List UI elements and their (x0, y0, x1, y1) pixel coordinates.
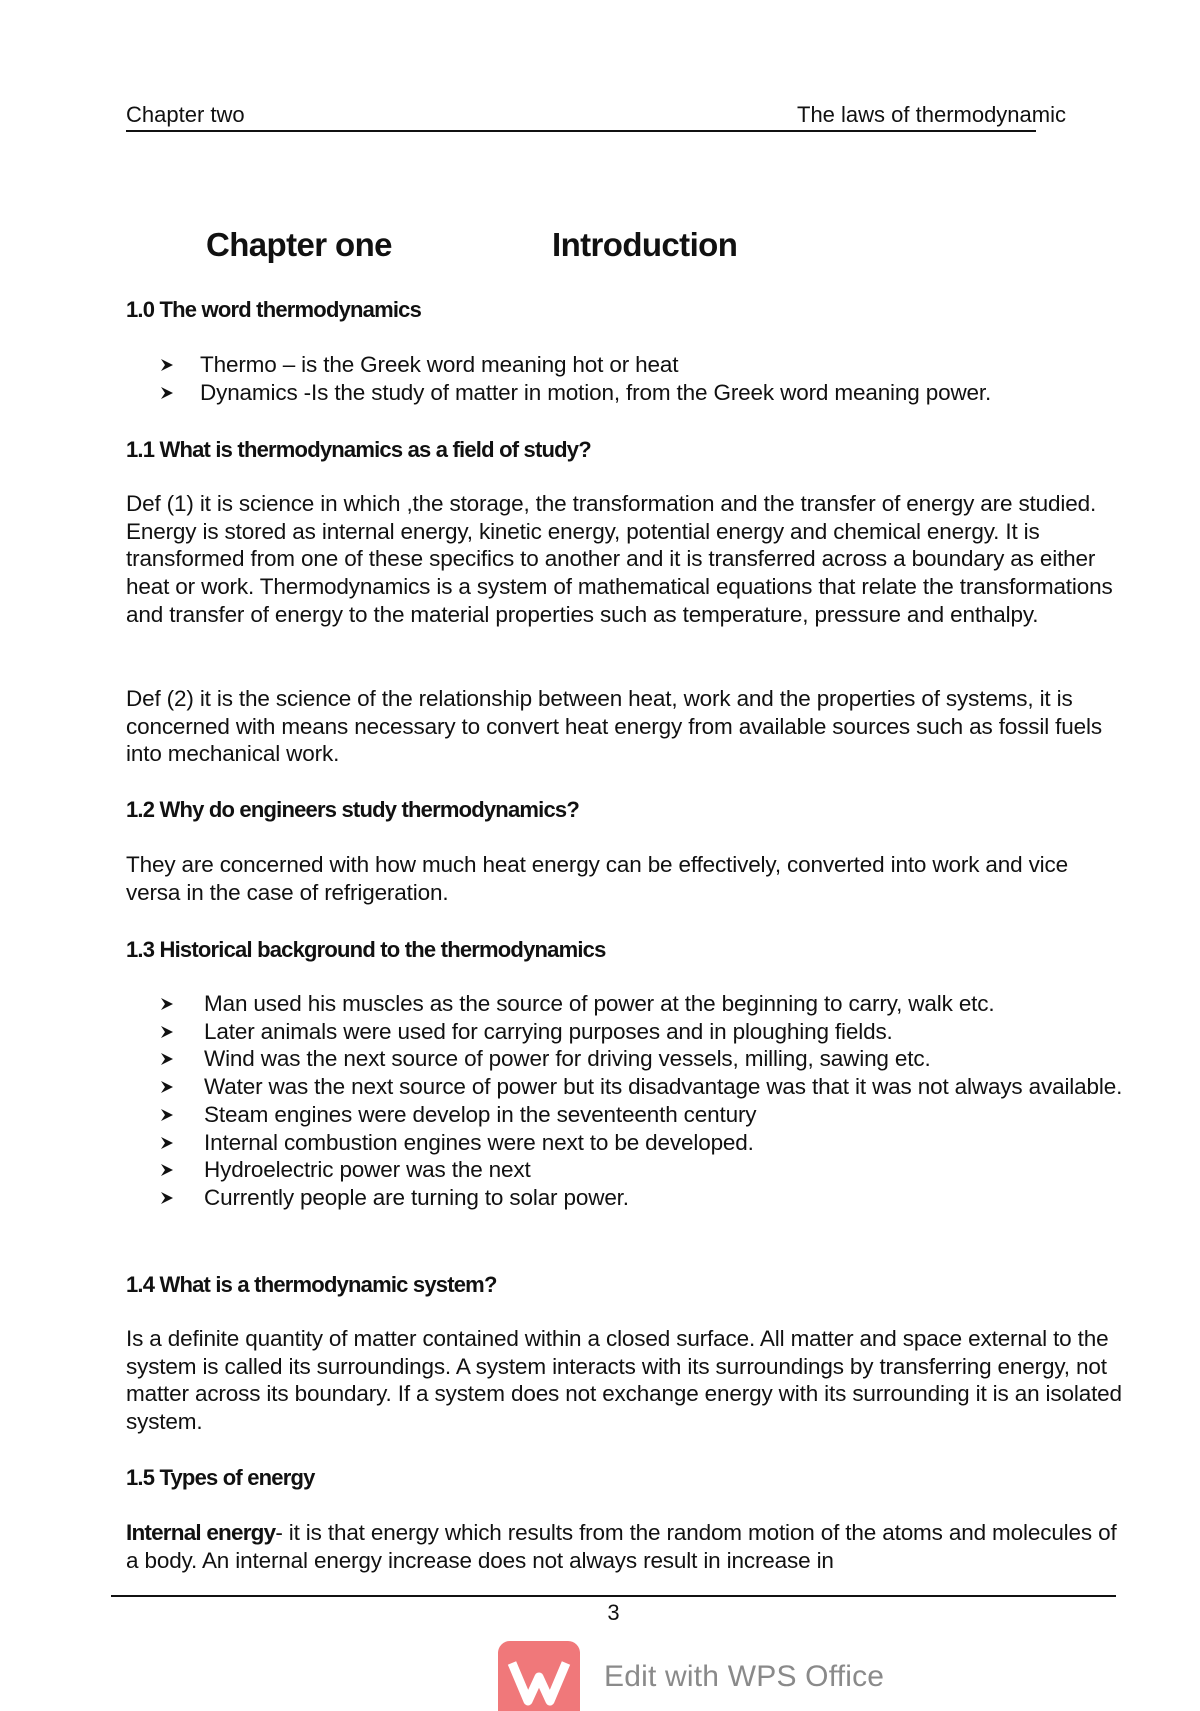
section-body-1-5 (126, 1519, 1126, 1574)
list-item: Wind was the next source of power for driving vessels, milling, sawing etc. (160, 1045, 1144, 1073)
list-item: Internal combustion engines were next to be developed. (160, 1129, 1144, 1157)
arrow-bullet-icon (160, 1108, 174, 1122)
header-right-text: The laws of thermodynamic (797, 102, 1066, 127)
definition-2: Def (2) it is the science of the relationship between heat, work and the properties of systems, it is concerned with means necessary to convert heat energy from available sources such as fossil fuels into mechanical work. (126, 686, 1102, 767)
list-item: Steam engines were develop in the seventeenth century (160, 1101, 1144, 1129)
section-title-1-1: 1.1 What is thermodynamics as a field of study? (126, 437, 591, 462)
arrow-bullet-icon (160, 1025, 174, 1039)
header-left-text: Chapter two (126, 102, 245, 127)
list-item: Water was the next source of power but its disadvantage was that it was not always available. (160, 1073, 1144, 1101)
arrow-bullet-icon (160, 997, 174, 1011)
list-item: Currently people are turning to solar power. (160, 1184, 1144, 1212)
definition-1: Def (1) it is science in which ,the storage, the transformation and the transfer of energy are studied. Energy is stored as internal energy, kinetic energy, potential energy and chemical energy. It is transformed from one of these specifics to another and it is transferred across a boundary as either heat or work. Thermodynamics is a system of mathematical equations that relate the transformations and transfer of energy to the material properties such as temperature, pressure and enthalpy. (126, 491, 1113, 627)
section-title-1-0: 1.0 The word thermodynamics (126, 297, 422, 322)
arrow-bullet-icon (160, 1191, 174, 1205)
section-body-1-2: They are concerned with how much heat energy can be effectively, converted into work and vice versa in the case of refrigeration. (126, 852, 1068, 905)
chapter-title: Introduction (552, 226, 738, 263)
wps-logo-icon[interactable] (498, 1641, 580, 1711)
section-title-1-3: 1.3 Historical background to the thermodynamics (126, 937, 606, 962)
list-item: Man used his muscles as the source of power at the beginning to carry, walk etc. (160, 990, 1144, 1018)
internal-energy-term: Internal energy (126, 1520, 276, 1545)
section-title-1-5: 1.5 Types of energy (126, 1465, 315, 1490)
list-item: Hydroelectric power was the next (160, 1156, 1144, 1184)
bullet-list-word (160, 351, 1140, 406)
arrow-bullet-icon (160, 358, 174, 372)
arrow-bullet-icon (160, 1163, 174, 1177)
list-item: Later animals were used for carrying purposes and in ploughing fields. (160, 1018, 1144, 1046)
arrow-bullet-icon (160, 1136, 174, 1150)
section-body-1-4: Is a definite quantity of matter contained within a closed surface. All matter and space external to the system is called its surroundings. A system interacts with its surroundings by transferring energy, not matter across its boundary. If a system does not exchange energy with its surrounding it is an isolated system. (126, 1326, 1122, 1435)
list-item: Thermo – is the Greek word meaning hot or heat (160, 351, 1140, 379)
section-title-1-2: 1.2 Why do engineers study thermodynamics? (126, 797, 579, 822)
page-number: 3 (607, 1600, 620, 1625)
wps-edit-link[interactable]: Edit with WPS Office (604, 1660, 885, 1693)
arrow-bullet-icon (160, 386, 174, 400)
footer-rule (111, 1595, 1116, 1597)
wps-w-mark-icon (498, 1641, 580, 1711)
arrow-bullet-icon (160, 1052, 174, 1066)
list-item: Dynamics -Is the study of matter in motion, from the Greek word meaning power. (160, 379, 1140, 407)
bullet-list-history (160, 990, 1144, 1212)
internal-energy-text: - it is that energy which results from the random motion of the atoms and molecules of a body. An internal energy increase does not always result in increase in (126, 1520, 1117, 1573)
section-title-1-4: 1.4 What is a thermodynamic system? (126, 1272, 497, 1297)
chapter-number: Chapter one (206, 226, 392, 263)
running-header (126, 100, 1066, 132)
arrow-bullet-icon (160, 1080, 174, 1094)
